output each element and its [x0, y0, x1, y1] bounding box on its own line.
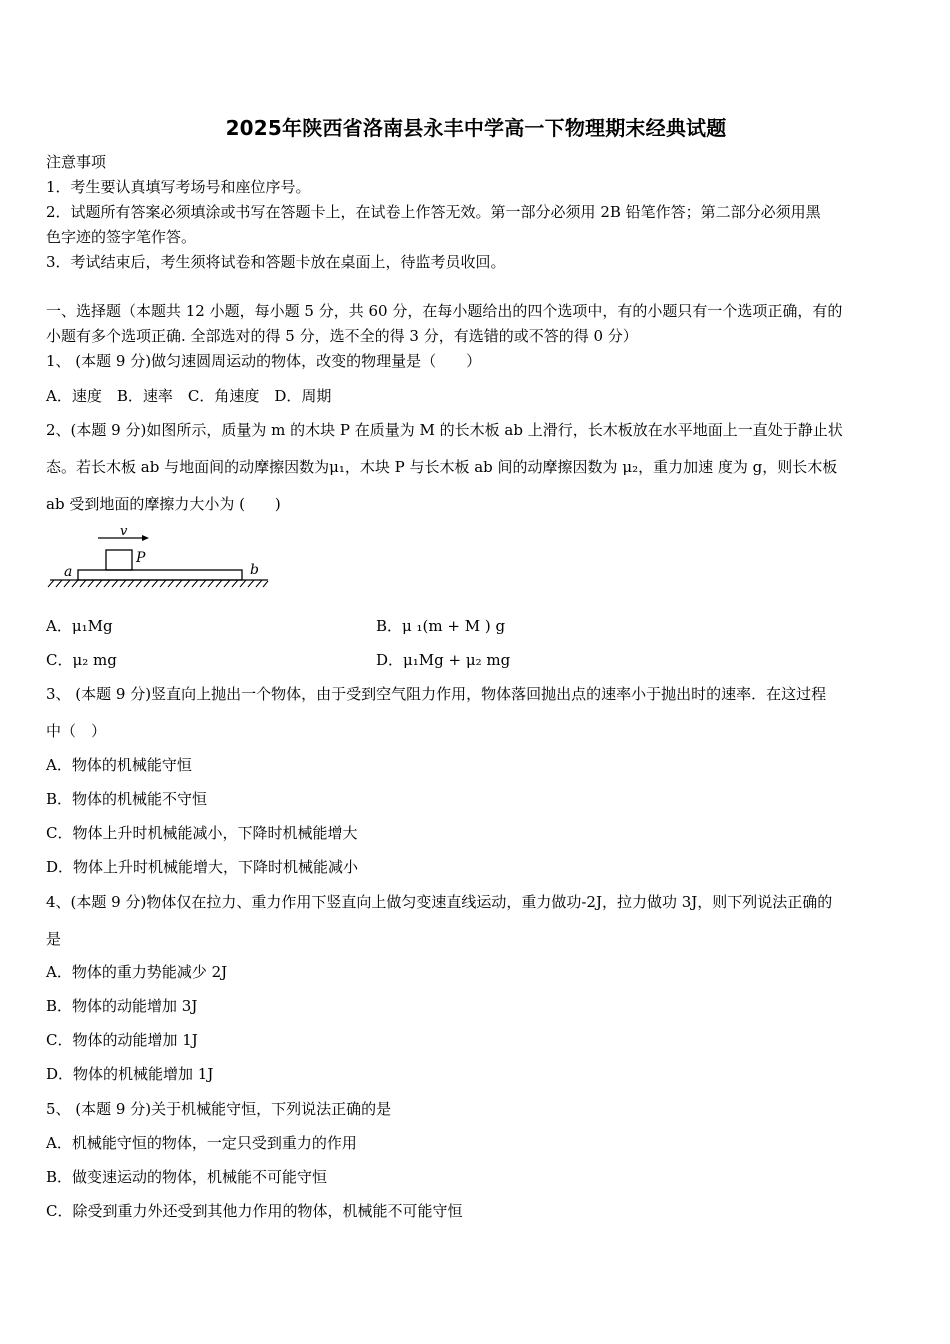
- question-2-line-2: 态。若长木板 ab 与地面间的动摩擦因数为μ₁，木块 P 与长木板 ab 间的动摩擦因数为 μ₂，重力加速 度为 g，则长木板: [46, 458, 838, 476]
- question-2-option-d: D．μ₁Mg + μ₂ mg: [376, 651, 511, 669]
- question-2-option-b: B．μ ₁(m + M ) g: [376, 617, 506, 635]
- question-5-option-a: A．机械能守恒的物体，一定只受到重力的作用: [46, 1134, 357, 1152]
- notice-heading: 注意事项: [46, 153, 107, 171]
- question-1-options: A．速度 B．速率 C．角速度 D．周期: [46, 387, 332, 405]
- question-5-stem: 5、 (本题 9 分)关于机械能守恒，下列说法正确的是: [46, 1100, 392, 1118]
- question-2-option-c: C．μ₂ mg: [46, 651, 117, 669]
- question-5-option-b: B．做变速运动的物体，机械能不可能守恒: [46, 1168, 328, 1186]
- question-2-option-a: A．μ₁Mg: [46, 617, 113, 635]
- section-instructions-line-1: 一、选择题（本题共 12 小题，每小题 5 分，共 60 分，在每小题给出的四个选项中，有的小题只有一个选项正确，有的: [46, 302, 843, 320]
- question-3-line-2: 中（ ）: [46, 722, 107, 740]
- notice-item-1: 1．考生要认真填写考场号和座位序号。: [46, 178, 311, 196]
- velocity-label: v: [120, 524, 128, 539]
- question-3-option-a: A．物体的机械能守恒: [46, 756, 192, 774]
- question-4-option-b: B．物体的动能增加 3J: [46, 997, 198, 1015]
- question-3-line-1: 3、 (本题 9 分)竖直向上抛出一个物体，由于受到空气阻力作用，物体落回抛出点的速率小于抛出时的速率．在这过程: [46, 685, 827, 703]
- board-block-diagram: [46, 524, 276, 594]
- question-2-line-1: 2、(本题 9 分)如图所示，质量为 m 的木块 P 在质量为 M 的长木板 ab 上滑行，长木板放在水平地面上一直处于静止状: [46, 421, 843, 439]
- notice-item-2: 2．试题所有答案必须填涂或书写在答题卡上，在试卷上作答无效。第一部分必须用 2B 铅笔作答；第二部分必须用黑: [46, 203, 821, 221]
- question-4-option-a: A．物体的重力势能减少 2J: [46, 963, 228, 981]
- question-5-option-c: C．除受到重力外还受到其他力作用的物体，机械能不可能守恒: [46, 1202, 463, 1220]
- board-end-a-label: a: [64, 564, 73, 580]
- block-p: [106, 550, 132, 570]
- question-3-option-b: B．物体的机械能不守恒: [46, 790, 208, 808]
- board-end-b-label: b: [250, 562, 259, 578]
- page-title: 2025年陕西省洛南县永丰中学高一下物理期末经典试题: [225, 116, 727, 140]
- section-instructions-line-2: 小题有多个选项正确. 全部选对的得 5 分，选不全的得 3 分，有选错的或不答的得 0 分）: [46, 327, 638, 345]
- block-p-label: P: [136, 550, 146, 566]
- notice-item-3: 3．考试结束后，考生须将试卷和答题卡放在桌面上，待监考员收回。: [46, 253, 506, 271]
- question-4-option-c: C．物体的动能增加 1J: [46, 1031, 198, 1049]
- question-2-line-3: ab 受到地面的摩擦力大小为 ( ): [46, 495, 281, 513]
- question-3-option-c: C．物体上升时机械能减小，下降时机械能增大: [46, 824, 358, 842]
- long-board-ab: [78, 570, 242, 580]
- notice-item-2-cont: 色字迹的签字笔作答。: [46, 228, 197, 246]
- question-4-line-2: 是: [46, 930, 62, 948]
- question-4-option-d: D．物体的机械能增加 1J: [46, 1065, 214, 1083]
- question-3-option-d: D．物体上升时机械能增大，下降时机械能减小: [46, 858, 359, 876]
- question-1-stem: 1、 (本题 9 分)做匀速圆周运动的物体，改变的物理量是（ ）: [46, 352, 482, 370]
- velocity-arrowhead: [142, 535, 149, 541]
- question-4-line-1: 4、(本题 9 分)物体仅在拉力、重力作用下竖直向上做匀变速直线运动，重力做功-2J，拉力做功 3J，则下列说法正确的: [46, 893, 833, 911]
- ground-hatching: [48, 580, 268, 587]
